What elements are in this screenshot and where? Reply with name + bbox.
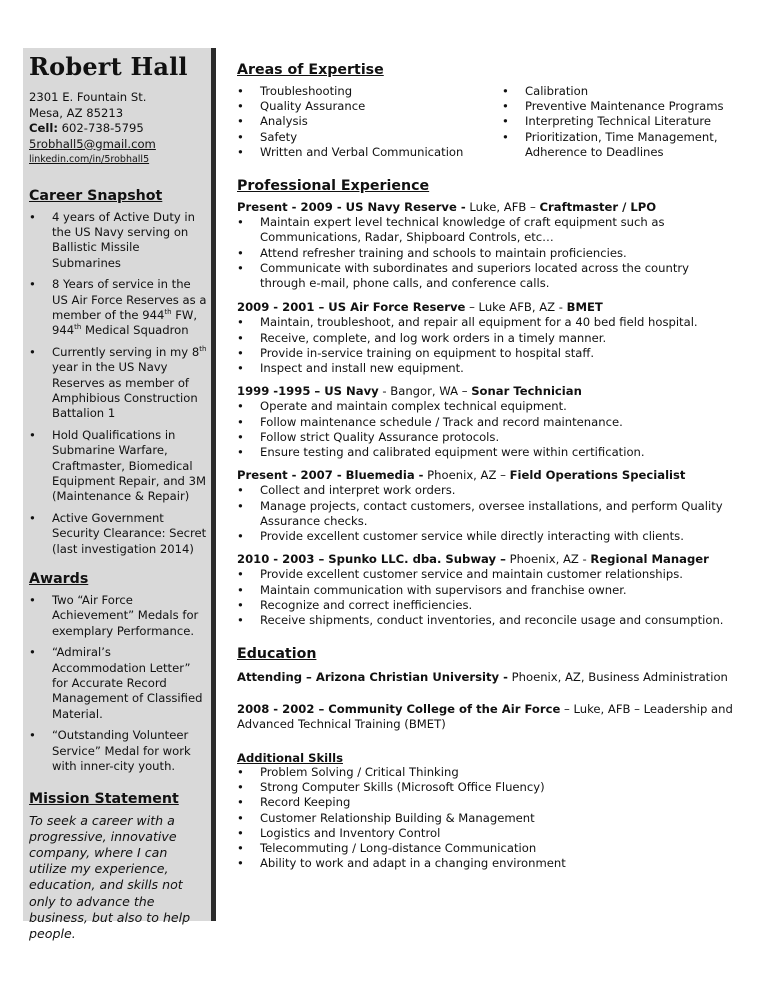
list-item: • Recognize and correct inefficiencies. [237, 597, 473, 612]
job-date: 1999 -1995 – US Navy [237, 384, 379, 399]
career-item-4: Hold Qualifications in Submarine Warfare, Craftmaster, Biomedical Equipment Repair, and 3M (Maintenance & Repair) [52, 427, 206, 504]
list-item: • Follow maintenance schedule / Track and record maintenance. [237, 414, 623, 429]
list-item [29, 728, 207, 774]
bullet-icon: • [237, 129, 244, 144]
experience-heading: Professional Experience [237, 178, 430, 195]
award-item-3: “Outstanding Volunteer Service” Medal for work with inner-city youth. [52, 728, 191, 774]
linkedin-link[interactable]: linkedin.com/in/5robhall5 [29, 154, 150, 165]
job-bullets [237, 567, 737, 628]
list-item: • Ensure testing and calibrated equipment were within certification. [237, 445, 645, 460]
job-bullets [237, 315, 737, 376]
career-item-1: 4 years of Active Duty in the US Navy serving on Ballistic Missile Submarines [52, 209, 195, 270]
bullet-icon: • [237, 445, 244, 460]
bullet-icon: • [29, 277, 36, 292]
bullet-icon: • [237, 529, 244, 544]
job-role: Field Operations Specialist [509, 468, 686, 483]
job-bullets [237, 399, 737, 460]
list-item: • Customer Relationship Building & Management [237, 810, 535, 825]
job-location: – Luke AFB, AZ - [465, 300, 567, 315]
expertise-grid [237, 84, 737, 160]
bullet-icon: • [502, 129, 509, 144]
address-line-2: Mesa, AZ 85213 [29, 105, 124, 120]
email-link[interactable]: 5robhall5@gmail.com [29, 136, 156, 151]
bullet-icon: • [237, 840, 244, 855]
list-item: • Analysis [237, 114, 308, 129]
job-entry [237, 200, 737, 291]
job-header [237, 300, 737, 315]
list-item: • Operate and maintain complex technical equipment. [237, 399, 567, 414]
list-item: • Telecommuting / Long-distance Communication [237, 840, 537, 855]
address-line-1: 2301 E. Fountain St. [29, 90, 147, 104]
bullet-icon: • [237, 810, 244, 825]
bullet-icon: • [237, 613, 244, 628]
list-item: • Manage projects, contact customers, oversee installations, and perform Quality Assurance checks. [237, 498, 723, 528]
list-item: • Provide in-service training on equipment to hospital staff. [237, 345, 595, 360]
list-item [29, 645, 207, 722]
job-header [237, 384, 737, 399]
career-item-3: Currently serving in my 8th year in the US Navy Reserves as member of Amphibious Construction Battalion 1 [52, 344, 207, 421]
expertise-column-2 [502, 84, 737, 160]
list-item: • Written and Verbal Communication [237, 144, 464, 159]
job-entry [237, 552, 737, 628]
bullet-icon: • [237, 764, 244, 779]
list-item: • Maintain, troubleshoot, and repair all equipment for a 40 bed field hospital. [237, 315, 698, 330]
job-location: - Bangor, WA – [378, 384, 472, 399]
list-item: • Problem Solving / Critical Thinking [237, 764, 459, 779]
job-date: Present - 2007 - Bluemedia - [237, 468, 424, 483]
bullet-icon: • [237, 99, 244, 114]
education-entry: Attending – Arizona Christian University - Phoenix, AZ, Business Administration [237, 670, 728, 685]
job-date: 2009 - 2001 – US Air Force Reserve [237, 300, 466, 315]
list-item: • Quality Assurance [237, 99, 366, 114]
cell-label: Cell: [29, 121, 58, 135]
education-entry: 2008 - 2002 – Community College of the Air Force – Luke, AFB – Leadership and Advanced Technical Training (BMET) [237, 701, 733, 731]
career-item-2: 8 Years of service in the US Air Force Reserves as a member of the 944th FW, 944th Medical Squadron [52, 277, 207, 338]
job-entry [237, 300, 737, 376]
bullet-icon: • [237, 498, 244, 513]
job-role: Craftmaster / LPO [539, 200, 657, 215]
bullet-icon: • [29, 209, 36, 224]
job-header [237, 552, 737, 567]
career-list [29, 210, 207, 558]
list-item: • Prioritization, Time Management, Adherence to Deadlines [502, 129, 718, 159]
bullet-icon: • [237, 483, 244, 498]
sidebar-content [29, 52, 207, 942]
bullet-icon: • [502, 114, 509, 129]
list-item: • Collect and interpret work orders. [237, 483, 456, 498]
bullet-icon: • [237, 582, 244, 597]
mission-text: To seek a career with a progressive, innovative company, where I can utilize my experience, education, and skills not only to advance the business, but also to help people. [29, 812, 191, 941]
job-location: Phoenix, AZ – [423, 468, 510, 483]
bullet-icon: • [237, 84, 244, 98]
bullet-icon: • [29, 645, 36, 660]
main-column [237, 62, 737, 871]
bullet-icon: • [502, 84, 509, 98]
career-heading: Career Snapshot [29, 187, 163, 204]
list-item: • Receive, complete, and log work orders in a timely manner. [237, 330, 607, 345]
list-item [29, 511, 207, 557]
bullet-icon: • [237, 795, 244, 810]
bullet-icon: • [502, 99, 509, 114]
bullet-icon: • [237, 597, 244, 612]
list-item: • Logistics and Inventory Control [237, 825, 441, 840]
job-entry [237, 384, 737, 460]
cell-value: 602-738-5795 [57, 121, 144, 135]
bullet-icon: • [237, 825, 244, 840]
list-item: • Inspect and install new equipment. [237, 361, 464, 376]
bullet-icon: • [29, 344, 36, 359]
job-date: Present - 2009 - US Navy Reserve - [237, 200, 466, 215]
bullet-icon: • [237, 144, 244, 159]
career-item-5: Active Government Security Clearance: Secret (last investigation 2014) [52, 510, 207, 556]
job-header [237, 200, 737, 215]
job-role: Sonar Technician [471, 384, 582, 399]
list-item [29, 428, 207, 505]
list-item [29, 210, 207, 272]
bullet-icon: • [237, 114, 244, 129]
list-item: • Communicate with subordinates and superiors located across the country through e-mail, phone calls, and conference calls. [237, 260, 690, 291]
list-item: • Follow strict Quality Assurance protocols. [237, 429, 500, 444]
job-location: Luke, AFB – [465, 200, 540, 215]
job-bullets [237, 215, 737, 291]
list-item: • Troubleshooting [237, 84, 353, 98]
bullet-icon: • [237, 361, 244, 376]
skills-list [237, 765, 737, 871]
bullet-icon: • [237, 315, 244, 330]
list-item: • Maintain communication with supervisors and franchise owner. [237, 582, 627, 597]
list-item: • Preventive Maintenance Programs [502, 99, 724, 114]
experience-list [237, 200, 737, 628]
contact-block [29, 90, 207, 168]
list-item [29, 593, 207, 639]
bullet-icon: • [237, 780, 244, 795]
mission-heading: Mission Statement [29, 790, 179, 807]
bullet-icon: • [237, 345, 244, 360]
bullet-icon: • [237, 567, 244, 582]
cell-line [29, 121, 207, 137]
expertise-column-1 [237, 84, 502, 160]
job-role: Regional Manager [590, 552, 709, 567]
awards-list [29, 593, 207, 774]
list-item: • Ability to work and adapt in a changing environment [237, 856, 566, 871]
list-item: • Record Keeping [237, 795, 351, 810]
list-item: • Calibration [502, 84, 589, 98]
job-date: 2010 - 2003 – Spunko LLC. dba. Subway – [237, 552, 506, 567]
list-item [29, 277, 207, 339]
expertise-heading: Areas of Expertise [237, 62, 384, 78]
bullet-icon: • [237, 414, 244, 429]
bullet-icon: • [237, 856, 244, 871]
list-item: • Provide excellent customer service while directly interacting with clients. [237, 529, 684, 544]
list-item: • Interpreting Technical Literature [502, 114, 712, 129]
bullet-icon: • [237, 260, 244, 275]
award-item-2: “Admiral’s Accommodation Letter” for Accurate Record Management of Classified Material. [52, 645, 203, 721]
bullet-icon: • [237, 429, 244, 444]
bullet-icon: • [237, 330, 244, 345]
bullet-icon: • [29, 427, 36, 442]
job-location: Phoenix, AZ - [505, 552, 591, 567]
bullet-icon: • [29, 728, 36, 743]
awards-heading: Awards [29, 571, 89, 588]
award-item-1: Two “Air Force Achievement” Medals for exemplary Performance. [52, 593, 199, 638]
candidate-name: Robert Hall [29, 52, 188, 81]
job-role: BMET [566, 300, 603, 315]
list-item: • Strong Computer Skills (Microsoft Office Fluency) [237, 780, 545, 795]
bullet-icon: • [237, 399, 244, 414]
list-item: • Attend refresher training and schools to maintain proficiencies. [237, 245, 627, 260]
job-header [237, 468, 737, 483]
education-heading: Education [237, 646, 317, 663]
list-item [29, 345, 207, 422]
job-bullets [237, 483, 737, 544]
bullet-icon: • [29, 593, 36, 608]
list-item: • Safety [237, 129, 298, 144]
skills-heading: Additional Skills [237, 750, 343, 765]
list-item: • Maintain expert level technical knowledge of craft equipment such as Communications, Radar, Shipboard Controls, etc… [237, 215, 665, 245]
bullet-icon: • [29, 510, 36, 525]
list-item: • Provide excellent customer service and maintain customer relationships. [237, 567, 683, 582]
bullet-icon: • [237, 215, 244, 230]
job-entry [237, 468, 737, 544]
sidebar-divider [211, 48, 216, 921]
list-item: • Receive shipments, conduct inventories, and reconcile usage and consumption. [237, 613, 724, 628]
bullet-icon: • [237, 245, 244, 260]
